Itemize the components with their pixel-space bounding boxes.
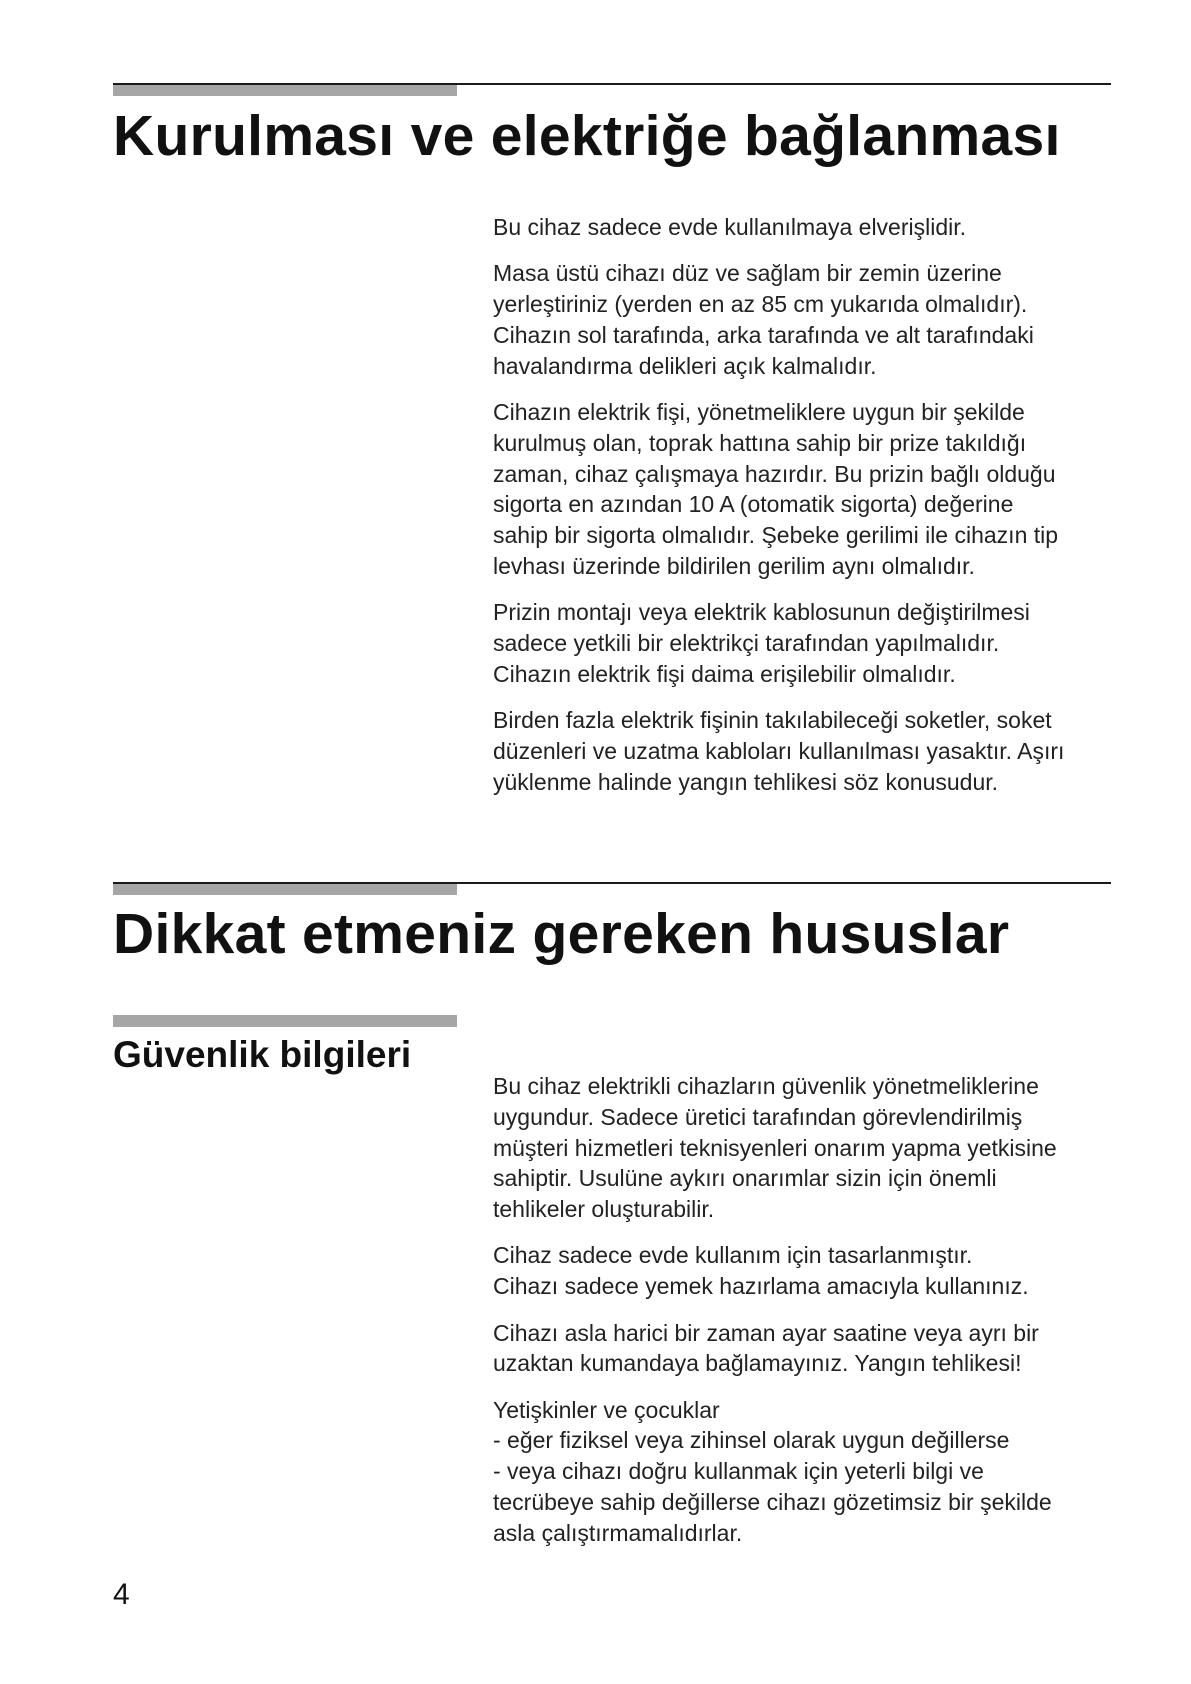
section-1-title: Kurulması ve elektriğe bağlanması xyxy=(113,104,1061,168)
section-1-accent-bar xyxy=(113,84,457,96)
section-1-body xyxy=(493,212,1113,813)
section-2-divider xyxy=(113,882,1111,884)
section-1-paragraph: Bu cihaz sadece evde kullanılmaya elverişlidir. xyxy=(493,214,967,240)
subsection-paragraph: Yetişkinler ve çocuklar - eğer fiziksel veya zihinsel olarak uygun değillerse - veya cihazı doğru kullanmak için yeterli bilgi ve tecrübeye sahip değillerse cihazı gözetimsiz bir şekilde asla çalıştırmamalıdırlar. xyxy=(493,1396,1052,1546)
subsection-paragraph: Bu cihaz elektrikli cihazların güvenlik yönetmeliklerine uygundur. Sadece üretici tarafından görevlendirilmiş müşteri hizmetleri teknisyenleri onarım yapma yetkisine sahiptir. Usulüne aykırı onarımlar sizin için önemli tehlikeler oluşturabilir. xyxy=(493,1073,1057,1223)
section-1-divider xyxy=(113,83,1111,85)
section-1-paragraph: Prizin montajı veya elektrik kablosunun değiştirilmesi sadece yetkili bir elektrikçi tarafından yapılmalıdır. Cihazın elektrik fişi daima erişilebilir olmalıdır. xyxy=(493,599,1030,687)
subsection-accent-bar xyxy=(113,1015,457,1027)
section-1-paragraph: Birden fazla elektrik fişinin takılabileceği soketler, soket düzenleri ve uzatma kabloları kullanılması yasaktır. Aşırı yüklenme halinde yangın tehlikesi söz konusudur. xyxy=(493,707,1065,795)
subsection-paragraph: Cihaz sadece evde kullanım için tasarlanmıştır. Cihazı sadece yemek hazırlama amacıyla kullanınız. xyxy=(493,1242,1029,1300)
subsection-paragraph: Cihazı asla harici bir zaman ayar saatine veya ayrı bir uzaktan kumandaya bağlamayınız. Yangın tehlikesi! xyxy=(493,1319,1039,1377)
subsection-title: Güvenlik bilgileri xyxy=(113,1034,412,1075)
page-number: 4 xyxy=(113,1578,130,1611)
subsection-body xyxy=(493,1071,1113,1564)
section-2-accent-bar xyxy=(113,883,457,895)
section-1-paragraph: Cihazın elektrik fişi, yönetmeliklere uygun bir şekilde kurulmuş olan, toprak hattına sahip bir prize takıldığı zaman, cihaz çalışmaya hazırdır. Bu prizin bağlı olduğu sigorta en azından 10 A (otomatik sigorta) değerine sahip bir sigorta olmalıdır. Şebeke gerilimi ile cihazın tip levhası üzerinde bildirilen gerilim aynı olmalıdır. xyxy=(493,398,1059,579)
section-2-title: Dikkat etmeniz gereken hususlar xyxy=(113,902,1010,966)
section-1-paragraph: Masa üstü cihazı düz ve sağlam bir zemin üzerine yerleştiriniz (yerden en az 85 cm yukarıda olmalıdır). Cihazın sol tarafında, arka tarafında ve alt tarafındaki havalandırma delikleri açık kalmalıdır. xyxy=(493,260,1034,379)
